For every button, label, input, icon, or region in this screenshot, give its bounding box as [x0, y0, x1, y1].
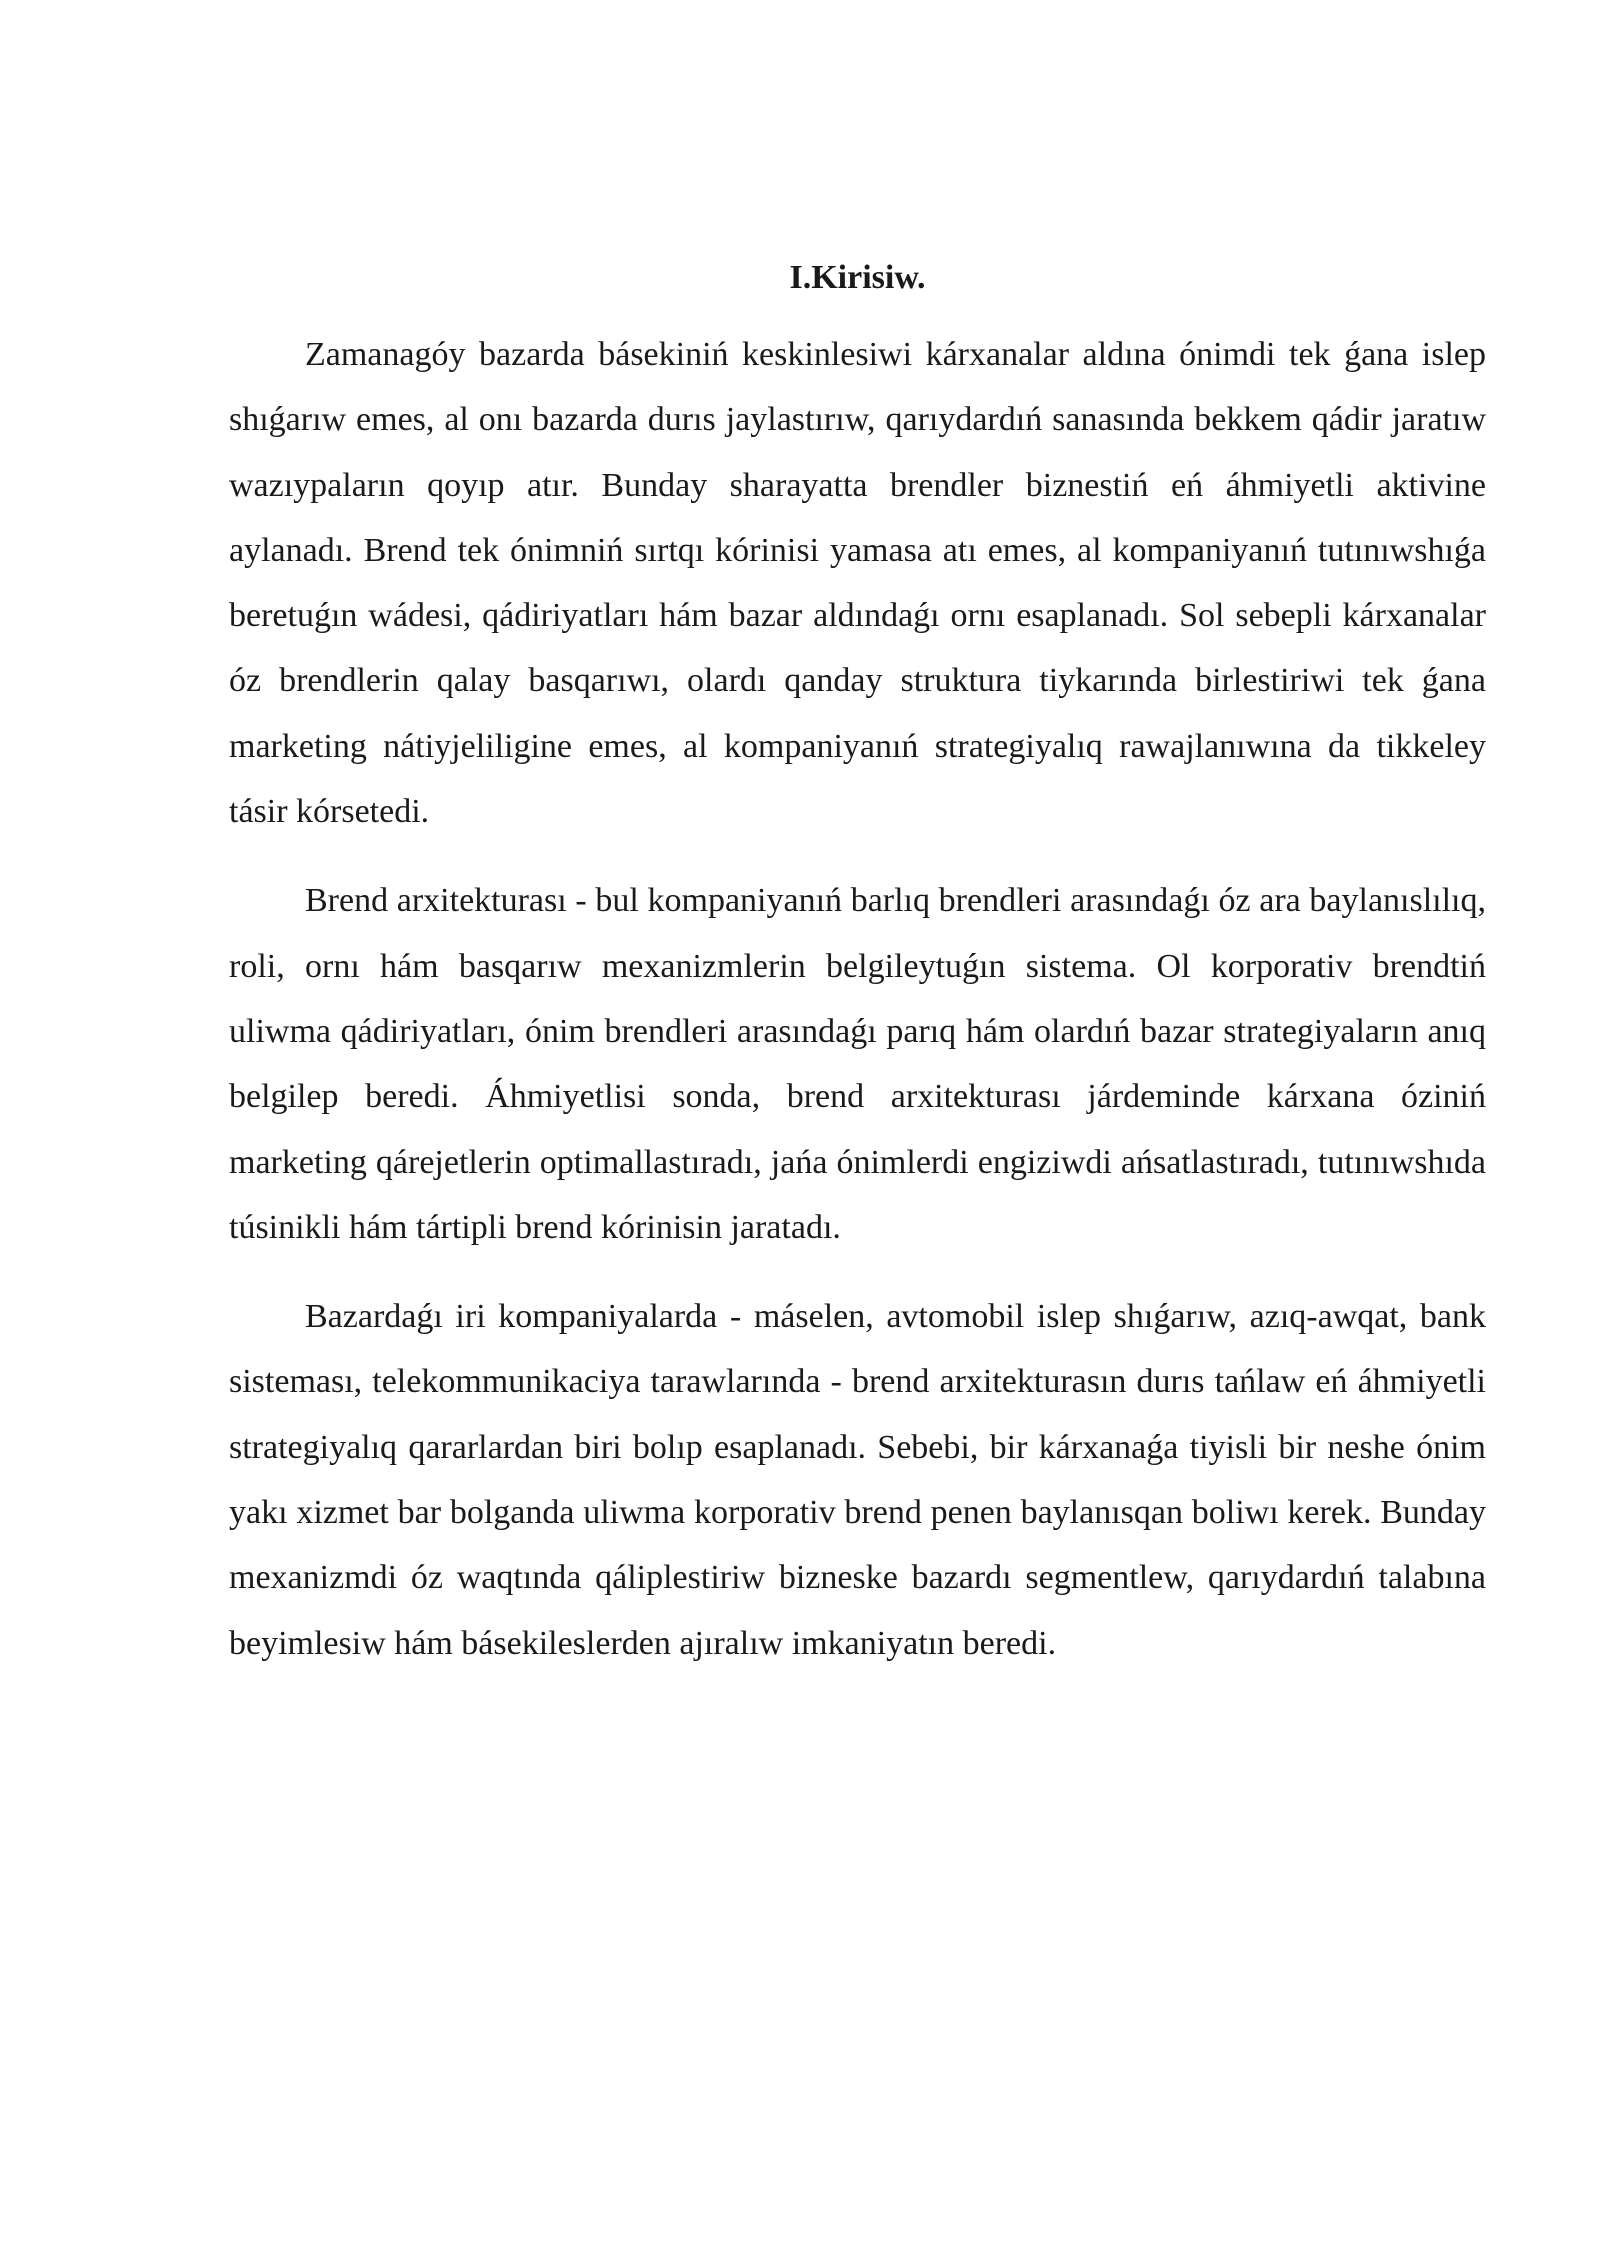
document-body: [229, 252, 1486, 1700]
paragraph-3: Bazardaǵı iri kompaniyalarda - máselen, avtomobil islep shıǵarıw, azıq-awqat, bank sisteması, telekommunikaciya tarawlarında - brend arxitekturasın durıs tańlaw eń áhmiyetli strategiyalıq qararlardan biri bolıp esaplanadı. Sebebi, bir kárxanaǵa tiyisli bir neshe ónim yakı xizmet bar bolganda uliwma korporativ brend penen baylanısqan boliwı kerek. Bunday mexanizmdi óz waqtında qáliplestiriw bizneske bazardı segmentlew, qarıydardıń talabına beyimlesiw hám básekileslerden ajıralıw imkaniyatın beredi.: [229, 1298, 1486, 1662]
section-heading: I.Kirisiw.: [789, 259, 926, 296]
paragraph-2: Brend arxitekturası - bul kompaniyanıń barlıq brendleri arasındaǵı óz ara baylanıslılıq, roli, ornı hám basqarıw mexanizmlerin belgileytuǵın sistema. Ol korporativ brendtiń uliwma qádiriyatları, ónim brendleri arasındaǵı parıq hám olardıń bazar strategiyaların anıq belgilep beredi. Áhmiyetlisi sonda, brend arxitekturası járdeminde kárxana óziniń marketing qárejetlerin optimallastıradı, jańa ónimlerdi engiziwdi ańsatlastıradı, tutınıwshıda túsinikli hám tártipli brend kórinisin jaratadı.: [229, 882, 1486, 1246]
paragraph-1: Zamanagóy bazarda básekiniń keskinlesiwi kárxanalar aldına ónimdi tek ǵana islep shıǵarıw emes, al onı bazarda durıs jaylastırıw, qarıydardıń sanasında bekkem qádir jaratıw wazıypaların qoyıp atır. Bunday sharayatta brendler biznestiń eń áhmiyetli aktivine aylanadı. Brend tek ónimniń sırtqı kórinisi yamasa atı emes, al kompaniyanıń tutınıwshıǵa beretuǵın wádesi, qádiriyatları hám bazar aldındaǵı ornı esaplanadı. Sol sebepli kárxanalar óz brendlerin qalay basqarıwı, olardı qanday struktura tiykarında birlestiriwi tek ǵana marketing nátiyjeliligine emes, al kompaniyanıń strategiyalıq rawajlanıwına da tikkeley tásir kórsetedi.: [229, 336, 1486, 831]
